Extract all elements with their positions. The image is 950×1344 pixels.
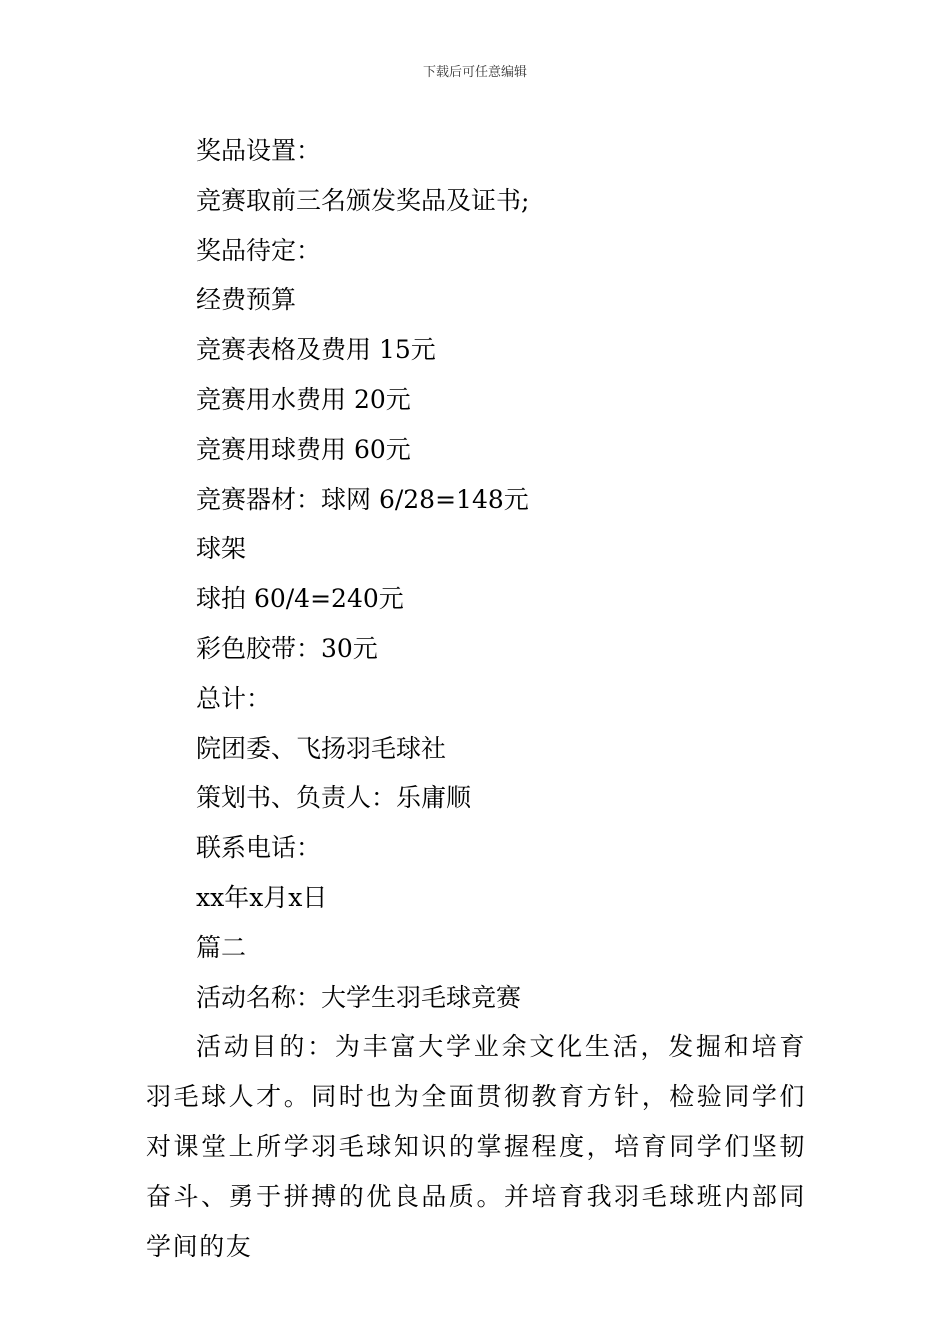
text-line-water-cost: 竞赛用水费用 20元 bbox=[196, 384, 411, 414]
text-line-prize-tbd: 奖品待定： bbox=[196, 235, 322, 265]
text-line-prize-settings: 奖品设置： bbox=[196, 136, 322, 165]
text-line-budget-heading: 经费预算 bbox=[196, 285, 297, 315]
text-line-racket-cost: 球拍 60/4=240元 bbox=[196, 584, 404, 614]
text-line-equipment-net: 竞赛器材：球网 6/28=148元 bbox=[196, 484, 529, 514]
text-line-tape-cost: 彩色胶带：30元 bbox=[196, 633, 378, 663]
text-line-section-two: 篇二 bbox=[196, 932, 247, 962]
text-line-date: xx年x月x日 bbox=[196, 882, 328, 912]
text-line-responsible-person: 策划书、负责人：乐庸顺 bbox=[196, 783, 472, 813]
document-body bbox=[146, 126, 806, 1271]
text-line-forms-cost: 竞赛表格及费用 15元 bbox=[196, 335, 436, 365]
text-line-rack: 球架 bbox=[196, 534, 247, 564]
page-header: 下载后可任意编辑 bbox=[422, 65, 527, 80]
text-line-contact-phone: 联系电话： bbox=[196, 833, 322, 863]
text-line-ball-cost: 竞赛用球费用 60元 bbox=[196, 434, 411, 464]
text-line-total: 总计： bbox=[196, 683, 272, 713]
paragraph-activity-purpose: 活动目的：为丰富大学业余文化生活，发掘和培育羽毛球人才。同时也为全面贯彻教育方针，检验同学们对课堂上所学羽毛球知识的掌握程度，培育同学们坚韧奋斗、勇于拼搏的优良品质。并培育我羽毛球班内部同学间的友 bbox=[146, 1032, 806, 1261]
text-line-organizer: 院团委、飞扬羽毛球社 bbox=[196, 733, 447, 763]
text-line-prize-awards: 竞赛取前三名颁发奖品及证书; bbox=[196, 185, 530, 215]
text-line-activity-name: 活动名称：大学生羽毛球竞赛 bbox=[196, 982, 522, 1012]
